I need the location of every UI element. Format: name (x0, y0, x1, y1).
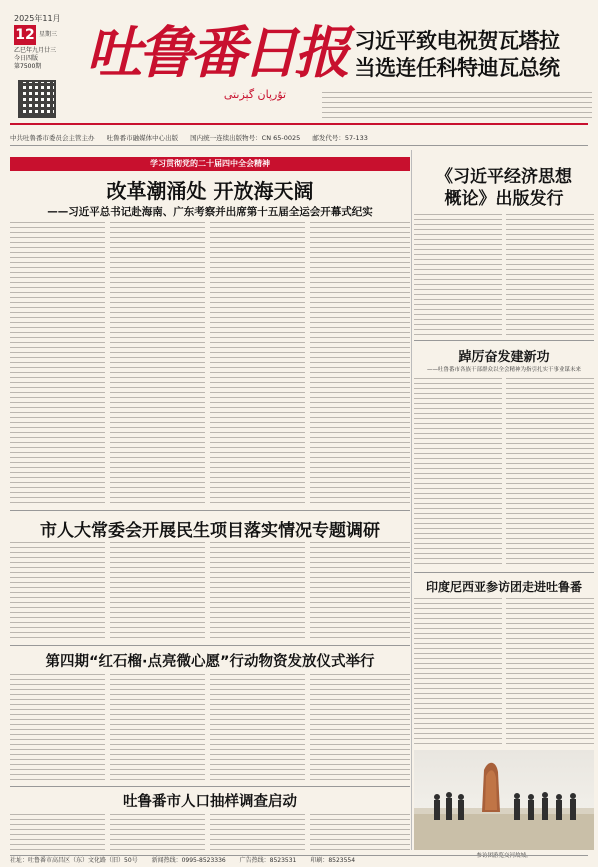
cadre-story-column-2 (506, 378, 594, 568)
book-title-line1: 《习近平经济思想 (436, 167, 572, 187)
publication-info-bar (10, 132, 588, 146)
top-story-title-line2: 当选连任科特迪瓦总统 (354, 56, 560, 80)
divider (414, 340, 594, 341)
divider (10, 645, 410, 646)
hongshiliu-story-column-2 (110, 674, 205, 782)
divider (10, 786, 410, 787)
hongshiliu-story-title[interactable]: 第四期“红石榴·点亮微心愿”行动物资发放仪式举行 (45, 654, 375, 670)
column-divider (411, 150, 412, 850)
lead-story-headline[interactable] (10, 178, 410, 220)
date-pages: 今日四版 (14, 55, 39, 62)
lead-story-column-4 (310, 222, 410, 504)
masthead (0, 0, 598, 128)
footer-news-hotline: 新闻热线：0995-8523336 (151, 857, 226, 864)
date-weekday: 星期三 (39, 31, 58, 38)
top-story-title-line1: 习近平致电祝贺瓦塔拉 (354, 29, 560, 53)
top-story-headline[interactable] (322, 28, 592, 82)
logo-uyghur: تۇرپان گېزىتى (223, 88, 287, 101)
npc-story-column-3 (210, 542, 305, 642)
footer-ad-hotline: 广告热线：8523531 (239, 857, 297, 864)
logo-chinese: 吐鲁番日报 (86, 20, 346, 86)
lead-story-column-2 (110, 222, 205, 504)
top-story-body (322, 92, 592, 120)
census-story-column-3 (210, 814, 305, 852)
npc-story-column-1 (10, 542, 105, 642)
footer-printing: 印刷：8523554 (310, 857, 356, 864)
npc-story-column-2 (110, 542, 205, 642)
cadre-story-title[interactable]: 踔厉奋发建新功 (458, 350, 550, 365)
book-story-headline[interactable] (414, 166, 594, 210)
census-story-title[interactable]: 吐鲁番市人口抽样调查启动 (123, 794, 297, 810)
npc-story-title[interactable]: 市人大常委会开展民生项目落实情况专题调研 (40, 521, 380, 541)
date-day: 12 (15, 27, 35, 43)
delegation-photo (414, 750, 594, 850)
info-sponsor: 中共吐鲁番市委员会主管主办 (10, 134, 95, 142)
date-box (14, 14, 74, 71)
census-story-column-2 (110, 814, 205, 852)
census-story-column-4 (310, 814, 410, 852)
divider (414, 572, 594, 573)
footer-address: 社址：吐鲁番市高昌区（东）文化路（旧）50号 (10, 857, 138, 864)
newspaper-logo (86, 18, 346, 108)
npc-story-column-4 (310, 542, 410, 642)
qr-code-icon[interactable] (18, 80, 56, 118)
hongshiliu-story-column-1 (10, 674, 105, 782)
cadre-story-subtitle: ——吐鲁番市各族干部群众以全会精神为指引扎实干事业谋未来 (426, 367, 581, 373)
date-year-month: 2025年11月 (14, 14, 61, 23)
lead-story-column-1 (10, 222, 105, 504)
cadre-story-column-1 (414, 378, 502, 568)
photo-caption: 参访团游览交河故城。 (476, 853, 532, 859)
book-story-column-1 (414, 214, 502, 336)
masthead-divider (10, 123, 588, 125)
info-cn-number: 国内统一连续出版物号：CN 65-0025 (190, 134, 301, 142)
info-postal-code: 邮发代号：57-133 (312, 134, 368, 142)
info-publisher: 吐鲁番市融媒体中心出版 (106, 134, 179, 142)
lead-story-title: 改革潮涌处 开放海天阔 (106, 179, 314, 203)
divider (10, 510, 410, 511)
date-issue: 第7500期 (14, 63, 42, 70)
indonesia-story-column-1 (414, 598, 502, 746)
hongshiliu-story-column-3 (210, 674, 305, 782)
footer (10, 855, 588, 866)
date-lunar: 乙巳年九月廿三 (14, 47, 57, 54)
hongshiliu-story-column-4 (310, 674, 410, 782)
indonesia-story-column-2 (506, 598, 594, 746)
lead-story-column-3 (210, 222, 305, 504)
book-story-column-2 (506, 214, 594, 336)
book-title-line2: 概论》出版发行 (444, 189, 564, 209)
section-banner: 学习贯彻党的二十届四中全会精神 (10, 157, 410, 171)
census-story-column-1 (10, 814, 105, 852)
photo-illustration (414, 750, 594, 850)
indonesia-story-title[interactable]: 印度尼西亚参访团走进吐鲁番 (425, 580, 582, 594)
lead-story-subtitle: ——习近平总书记赴海南、广东考察并出席第十五届全运会开幕式纪实 (47, 206, 373, 218)
